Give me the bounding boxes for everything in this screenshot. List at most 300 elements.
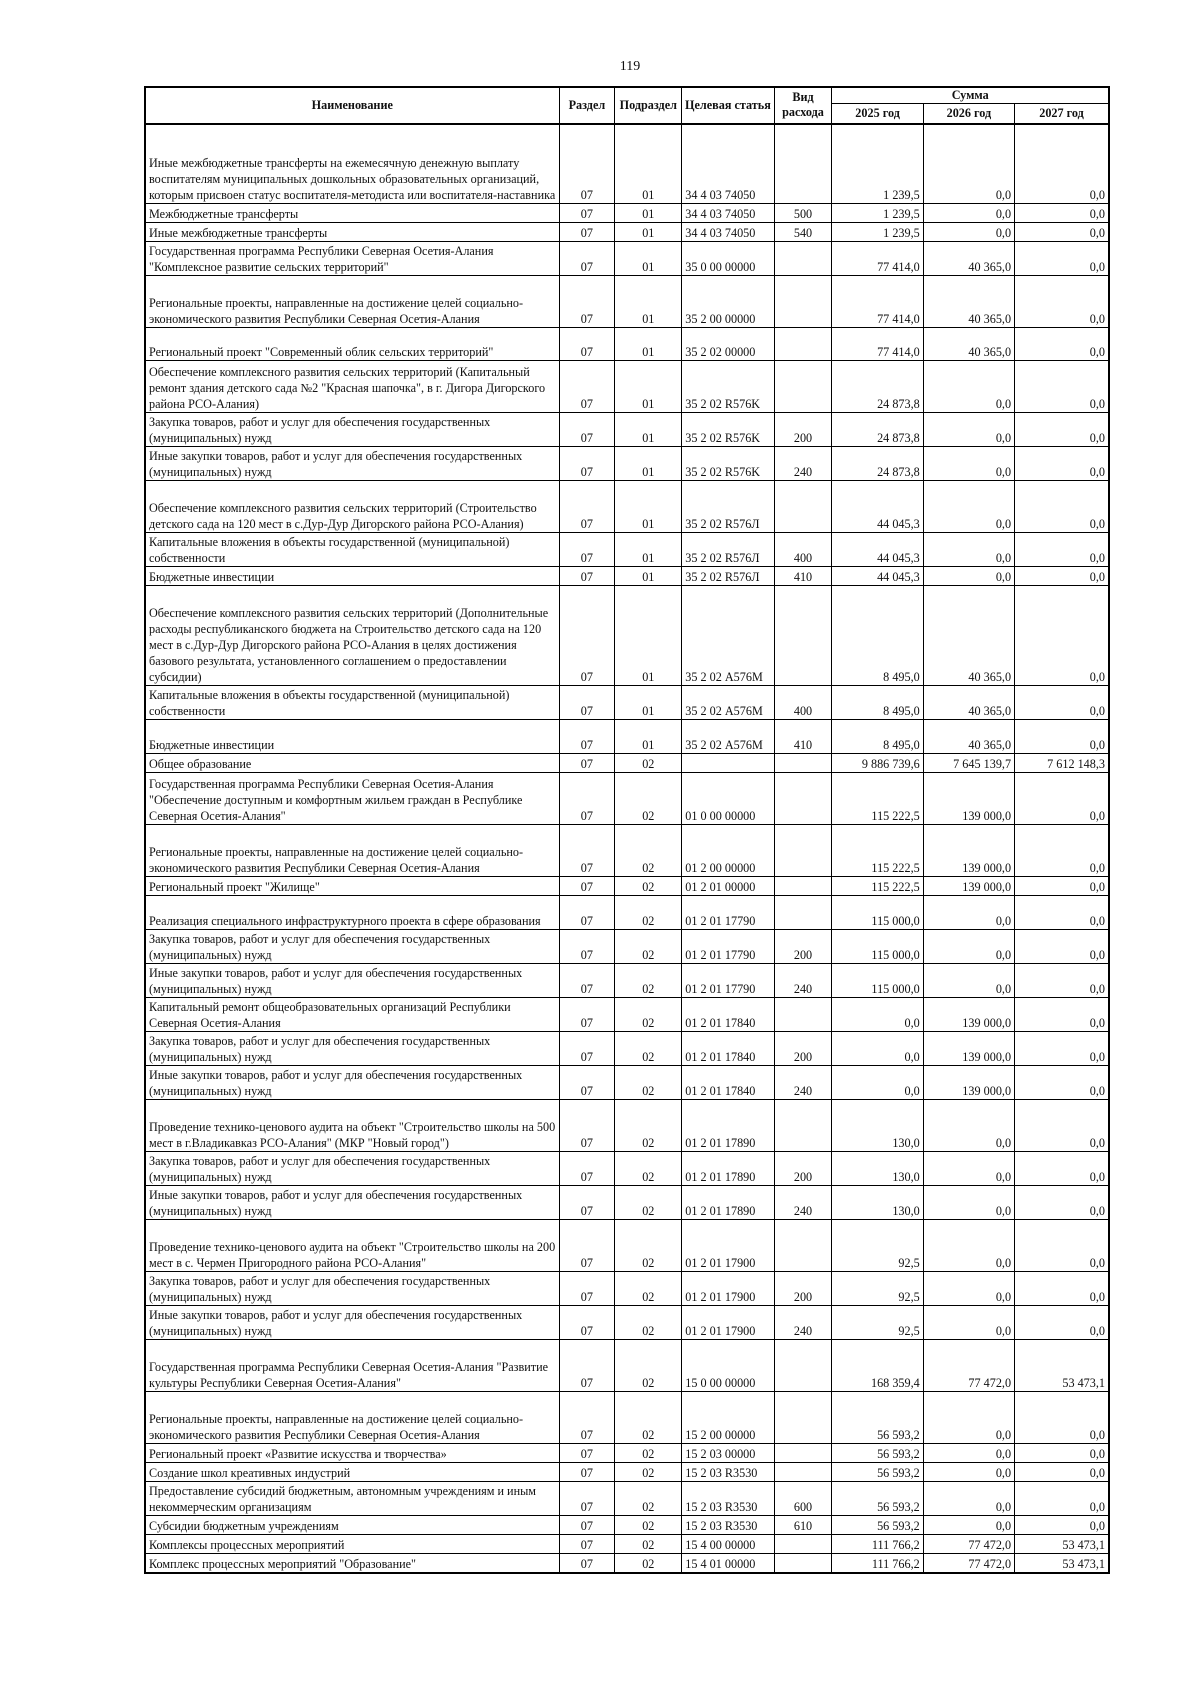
row-name: Закупка товаров, работ и услуг для обеспечения государственных (муниципальных) нужд (145, 1152, 559, 1186)
row-name: Капитальные вложения в объекты государственной (муниципальной) собственности (145, 686, 559, 720)
row-sum-2027: 0,0 (1015, 773, 1109, 825)
row-sum-2026: 0,0 (923, 1482, 1014, 1516)
table-body (145, 124, 1109, 1573)
table-row (145, 1482, 1109, 1516)
row-expense-type (774, 124, 832, 204)
row-expense-type (774, 586, 832, 686)
row-subsection: 02 (615, 1463, 682, 1482)
table-row (145, 533, 1109, 567)
row-section: 07 (559, 825, 615, 877)
row-name: Создание школ креативных индустрий (145, 1463, 559, 1482)
row-sum-2026: 139 000,0 (923, 773, 1014, 825)
row-sum-2025: 111 766,2 (832, 1554, 923, 1573)
header-name: Наименование (145, 87, 559, 124)
row-subsection: 02 (615, 1066, 682, 1100)
row-sum-2027: 0,0 (1015, 877, 1109, 896)
row-sum-2026: 0,0 (923, 1463, 1014, 1482)
row-subsection: 02 (615, 754, 682, 773)
row-subsection: 02 (615, 1032, 682, 1066)
row-sum-2025: 130,0 (832, 1100, 923, 1152)
row-sum-2026: 40 365,0 (923, 276, 1014, 328)
row-sum-2026: 0,0 (923, 1152, 1014, 1186)
row-subsection: 02 (615, 1535, 682, 1554)
row-sum-2025: 92,5 (832, 1306, 923, 1340)
row-sum-2026: 40 365,0 (923, 720, 1014, 754)
row-target-article: 15 2 03 R3530 (682, 1463, 774, 1482)
row-expense-type (774, 1220, 832, 1272)
row-expense-type: 240 (774, 1186, 832, 1220)
row-expense-type: 410 (774, 567, 832, 586)
row-sum-2026: 0,0 (923, 964, 1014, 998)
row-sum-2025: 8 495,0 (832, 686, 923, 720)
row-sum-2027: 0,0 (1015, 1482, 1109, 1516)
table-row (145, 1066, 1109, 1100)
table-row (145, 586, 1109, 686)
row-sum-2026: 0,0 (923, 1100, 1014, 1152)
row-subsection: 01 (615, 204, 682, 223)
row-sum-2025: 9 886 739,6 (832, 754, 923, 773)
row-subsection: 01 (615, 361, 682, 413)
row-subsection: 02 (615, 1482, 682, 1516)
row-sum-2026: 0,0 (923, 1516, 1014, 1535)
row-name: Региональные проекты, направленные на достижение целей социально-экономического развития Республики Северная Осетия-Алания (145, 825, 559, 877)
row-section: 07 (559, 1152, 615, 1186)
row-target-article: 01 2 01 17790 (682, 896, 774, 930)
row-subsection: 01 (615, 223, 682, 242)
row-sum-2025: 115 000,0 (832, 896, 923, 930)
row-subsection: 01 (615, 586, 682, 686)
row-target-article: 15 2 03 00000 (682, 1444, 774, 1463)
row-target-article: 01 2 01 17790 (682, 930, 774, 964)
row-target-article: 35 2 02 А576М (682, 586, 774, 686)
row-sum-2026: 139 000,0 (923, 1032, 1014, 1066)
row-sum-2026: 40 365,0 (923, 586, 1014, 686)
table-row (145, 1152, 1109, 1186)
row-sum-2025: 0,0 (832, 1066, 923, 1100)
row-expense-type (774, 481, 832, 533)
row-name: Капитальные вложения в объекты государственной (муниципальной) собственности (145, 533, 559, 567)
row-section: 07 (559, 1032, 615, 1066)
table-row (145, 877, 1109, 896)
row-name: Бюджетные инвестиции (145, 720, 559, 754)
header-year-2026: 2026 год (923, 104, 1014, 124)
row-name: Государственная программа Республики Северная Осетия-Алания "Развитие культуры Республики Северная Осетия-Алания" (145, 1340, 559, 1392)
table-row (145, 361, 1109, 413)
row-sum-2025: 24 873,8 (832, 361, 923, 413)
table-row (145, 223, 1109, 242)
table-row (145, 930, 1109, 964)
row-expense-type: 400 (774, 686, 832, 720)
row-sum-2025: 44 045,3 (832, 481, 923, 533)
row-name: Проведение технико-ценового аудита на объект "Строительство школы на 200 мест в с. Чермен Пригородного района РСО-Алания" (145, 1220, 559, 1272)
row-target-article: 35 2 02 R576Л (682, 567, 774, 586)
row-subsection: 02 (615, 1272, 682, 1306)
row-subsection: 02 (615, 964, 682, 998)
row-target-article: 01 2 01 17890 (682, 1152, 774, 1186)
row-sum-2025: 130,0 (832, 1186, 923, 1220)
row-sum-2025: 115 222,5 (832, 877, 923, 896)
row-sum-2027: 53 473,1 (1015, 1340, 1109, 1392)
row-expense-type: 400 (774, 533, 832, 567)
row-subsection: 01 (615, 276, 682, 328)
row-section: 07 (559, 686, 615, 720)
row-sum-2027: 0,0 (1015, 964, 1109, 998)
row-subsection: 02 (615, 1152, 682, 1186)
row-sum-2026: 40 365,0 (923, 242, 1014, 276)
row-target-article: 35 2 02 R576Л (682, 533, 774, 567)
row-sum-2025: 1 239,5 (832, 124, 923, 204)
row-subsection: 01 (615, 447, 682, 481)
row-sum-2025: 56 593,2 (832, 1482, 923, 1516)
row-sum-2026: 0,0 (923, 1444, 1014, 1463)
row-target-article: 01 2 01 17790 (682, 964, 774, 998)
row-expense-type: 200 (774, 1032, 832, 1066)
row-sum-2025: 56 593,2 (832, 1392, 923, 1444)
row-section: 07 (559, 361, 615, 413)
row-subsection: 02 (615, 1516, 682, 1535)
row-sum-2025: 168 359,4 (832, 1340, 923, 1392)
row-expense-type (774, 328, 832, 361)
row-subsection: 02 (615, 1220, 682, 1272)
row-section: 07 (559, 1444, 615, 1463)
row-expense-type: 240 (774, 1306, 832, 1340)
row-subsection: 02 (615, 930, 682, 964)
row-expense-type (774, 754, 832, 773)
table-row (145, 1186, 1109, 1220)
row-subsection: 02 (615, 877, 682, 896)
row-sum-2026: 40 365,0 (923, 328, 1014, 361)
table-row (145, 754, 1109, 773)
row-expense-type: 240 (774, 964, 832, 998)
row-section: 07 (559, 930, 615, 964)
row-section: 07 (559, 1535, 615, 1554)
row-sum-2027: 0,0 (1015, 204, 1109, 223)
table-row (145, 124, 1109, 204)
row-sum-2025: 77 414,0 (832, 276, 923, 328)
row-target-article: 34 4 03 74050 (682, 124, 774, 204)
row-sum-2027: 53 473,1 (1015, 1554, 1109, 1573)
table-row (145, 1392, 1109, 1444)
row-sum-2027: 0,0 (1015, 586, 1109, 686)
row-sum-2026: 77 472,0 (923, 1340, 1014, 1392)
row-subsection: 01 (615, 567, 682, 586)
row-sum-2027: 53 473,1 (1015, 1535, 1109, 1554)
row-section: 07 (559, 1066, 615, 1100)
table-row (145, 567, 1109, 586)
row-name: Предоставление субсидий бюджетным, автономным учреждениям и иным некоммерческим организациям (145, 1482, 559, 1516)
header-expense-type: Вид расхода (774, 87, 832, 124)
row-expense-type: 500 (774, 204, 832, 223)
row-section: 07 (559, 586, 615, 686)
row-subsection: 02 (615, 1554, 682, 1573)
header-year-2025: 2025 год (832, 104, 923, 124)
row-sum-2026: 0,0 (923, 1306, 1014, 1340)
row-section: 07 (559, 1272, 615, 1306)
row-expense-type: 410 (774, 720, 832, 754)
row-sum-2026: 0,0 (923, 204, 1014, 223)
row-sum-2025: 0,0 (832, 1032, 923, 1066)
table-row (145, 328, 1109, 361)
row-name: Комплекс процессных мероприятий "Образование" (145, 1554, 559, 1573)
row-expense-type: 200 (774, 413, 832, 447)
row-expense-type (774, 998, 832, 1032)
page-number: 119 (619, 59, 641, 74)
row-section: 07 (559, 964, 615, 998)
row-name: Бюджетные инвестиции (145, 567, 559, 586)
row-name: Межбюджетные трансферты (145, 204, 559, 223)
row-sum-2025: 56 593,2 (832, 1516, 923, 1535)
row-section: 07 (559, 242, 615, 276)
table-row (145, 1272, 1109, 1306)
table-row (145, 1100, 1109, 1152)
row-name: Обеспечение комплексного развития сельских территорий (Строительство детского сада на 120 мест в с.Дур-Дур Дигорского района РСО-Алания) (145, 481, 559, 533)
row-sum-2027: 0,0 (1015, 1444, 1109, 1463)
row-sum-2027: 0,0 (1015, 1272, 1109, 1306)
row-section: 07 (559, 1220, 615, 1272)
row-expense-type: 200 (774, 930, 832, 964)
row-subsection: 02 (615, 773, 682, 825)
row-expense-type (774, 242, 832, 276)
table-row (145, 1340, 1109, 1392)
header-target-article: Целевая статья (682, 87, 774, 124)
row-target-article: 01 2 01 00000 (682, 877, 774, 896)
row-section: 07 (559, 413, 615, 447)
row-sum-2026: 0,0 (923, 1186, 1014, 1220)
row-target-article: 34 4 03 74050 (682, 223, 774, 242)
row-name: Проведение технико-ценового аудита на объект "Строительство школы на 500 мест в г.Владикавказ РСО-Алания" (МКР "Новый город") (145, 1100, 559, 1152)
row-section: 07 (559, 204, 615, 223)
row-sum-2025: 115 000,0 (832, 964, 923, 998)
row-target-article: 15 4 00 00000 (682, 1535, 774, 1554)
row-sum-2026: 0,0 (923, 447, 1014, 481)
row-expense-type: 610 (774, 1516, 832, 1535)
row-sum-2025: 0,0 (832, 998, 923, 1032)
row-sum-2027: 0,0 (1015, 1066, 1109, 1100)
table-row (145, 773, 1109, 825)
row-target-article: 01 2 01 17890 (682, 1100, 774, 1152)
row-sum-2025: 115 222,5 (832, 825, 923, 877)
row-name: Региональные проекты, направленные на достижение целей социально-экономического развития Республики Северная Осетия-Алания (145, 1392, 559, 1444)
row-subsection: 01 (615, 328, 682, 361)
row-subsection: 02 (615, 825, 682, 877)
row-sum-2025: 44 045,3 (832, 567, 923, 586)
row-sum-2027: 0,0 (1015, 1306, 1109, 1340)
row-expense-type (774, 1392, 832, 1444)
row-sum-2026: 0,0 (923, 361, 1014, 413)
row-target-article: 01 2 01 17840 (682, 1066, 774, 1100)
row-name: Закупка товаров, работ и услуг для обеспечения государственных (муниципальных) нужд (145, 1272, 559, 1306)
table-row (145, 1535, 1109, 1554)
row-sum-2025: 44 045,3 (832, 533, 923, 567)
row-sum-2025: 1 239,5 (832, 223, 923, 242)
table-row (145, 204, 1109, 223)
row-target-article: 01 2 01 17840 (682, 1032, 774, 1066)
row-sum-2027: 0,0 (1015, 1100, 1109, 1152)
row-target-article: 01 2 01 17890 (682, 1186, 774, 1220)
row-target-article (682, 754, 774, 773)
row-name: Реализация специального инфраструктурного проекта в сфере образования (145, 896, 559, 930)
row-target-article: 01 0 00 00000 (682, 773, 774, 825)
row-name: Иные закупки товаров, работ и услуг для обеспечения государственных (муниципальных) нужд (145, 1066, 559, 1100)
row-target-article: 01 2 01 17840 (682, 998, 774, 1032)
table-row (145, 413, 1109, 447)
row-name: Иные закупки товаров, работ и услуг для обеспечения государственных (муниципальных) нужд (145, 1186, 559, 1220)
row-sum-2025: 77 414,0 (832, 328, 923, 361)
row-sum-2027: 0,0 (1015, 825, 1109, 877)
row-sum-2026: 0,0 (923, 413, 1014, 447)
row-sum-2025: 56 593,2 (832, 1444, 923, 1463)
row-sum-2027: 0,0 (1015, 242, 1109, 276)
row-sum-2026: 40 365,0 (923, 686, 1014, 720)
row-sum-2025: 56 593,2 (832, 1463, 923, 1482)
row-target-article: 35 2 02 А576М (682, 686, 774, 720)
row-section: 07 (559, 1482, 615, 1516)
row-target-article: 15 2 03 R3530 (682, 1482, 774, 1516)
row-sum-2027: 0,0 (1015, 328, 1109, 361)
row-sum-2026: 0,0 (923, 1272, 1014, 1306)
table-row (145, 964, 1109, 998)
row-sum-2025: 24 873,8 (832, 447, 923, 481)
row-expense-type (774, 1535, 832, 1554)
table-row (145, 896, 1109, 930)
table-row (145, 1554, 1109, 1573)
row-section: 07 (559, 1554, 615, 1573)
row-target-article: 01 2 01 17900 (682, 1306, 774, 1340)
row-section: 07 (559, 533, 615, 567)
row-subsection: 02 (615, 1100, 682, 1152)
table-row (145, 686, 1109, 720)
row-sum-2025: 8 495,0 (832, 586, 923, 686)
row-subsection: 02 (615, 1392, 682, 1444)
row-name: Иные закупки товаров, работ и услуг для обеспечения государственных (муниципальных) нужд (145, 964, 559, 998)
row-sum-2027: 0,0 (1015, 1392, 1109, 1444)
row-sum-2026: 139 000,0 (923, 877, 1014, 896)
row-target-article: 01 2 00 00000 (682, 825, 774, 877)
row-sum-2026: 139 000,0 (923, 825, 1014, 877)
row-section: 07 (559, 720, 615, 754)
row-target-article: 15 2 03 R3530 (682, 1516, 774, 1535)
table-row (145, 825, 1109, 877)
row-name: Региональные проекты, направленные на достижение целей социально-экономического развития Республики Северная Осетия-Алания (145, 276, 559, 328)
row-expense-type: 540 (774, 223, 832, 242)
row-section: 07 (559, 567, 615, 586)
row-sum-2027: 0,0 (1015, 567, 1109, 586)
row-sum-2025: 77 414,0 (832, 242, 923, 276)
row-target-article: 01 2 01 17900 (682, 1220, 774, 1272)
row-subsection: 02 (615, 1306, 682, 1340)
row-name: Региональный проект "Современный облик сельских территорий" (145, 328, 559, 361)
row-name: Закупка товаров, работ и услуг для обеспечения государственных (муниципальных) нужд (145, 930, 559, 964)
header-year-2027: 2027 год (1015, 104, 1109, 124)
table-row (145, 481, 1109, 533)
row-target-article: 15 0 00 00000 (682, 1340, 774, 1392)
table-row (145, 1220, 1109, 1272)
row-section: 07 (559, 1463, 615, 1482)
row-sum-2027: 0,0 (1015, 1463, 1109, 1482)
row-expense-type (774, 1340, 832, 1392)
row-section: 07 (559, 1186, 615, 1220)
row-sum-2025: 115 222,5 (832, 773, 923, 825)
row-expense-type (774, 1444, 832, 1463)
row-section: 07 (559, 276, 615, 328)
row-sum-2027: 0,0 (1015, 686, 1109, 720)
row-section: 07 (559, 1392, 615, 1444)
row-sum-2026: 0,0 (923, 1220, 1014, 1272)
row-section: 07 (559, 481, 615, 533)
header-subsection: Подраздел (615, 87, 682, 124)
row-sum-2027: 0,0 (1015, 930, 1109, 964)
row-target-article: 15 2 00 00000 (682, 1392, 774, 1444)
row-subsection: 01 (615, 720, 682, 754)
row-sum-2025: 92,5 (832, 1272, 923, 1306)
table-row (145, 1032, 1109, 1066)
row-subsection: 01 (615, 481, 682, 533)
row-section: 07 (559, 223, 615, 242)
table-row (145, 447, 1109, 481)
row-sum-2027: 0,0 (1015, 124, 1109, 204)
row-expense-type (774, 825, 832, 877)
row-target-article: 35 2 02 R576Л (682, 481, 774, 533)
row-section: 07 (559, 1100, 615, 1152)
row-sum-2027: 0,0 (1015, 223, 1109, 242)
row-sum-2026: 0,0 (923, 567, 1014, 586)
budget-table (144, 86, 1110, 1574)
row-name: Обеспечение комплексного развития сельских территорий (Капитальный ремонт здания детского сада №2 "Красная шапочка", в г. Дигора Дигорского района РСО-Алания) (145, 361, 559, 413)
table-row (145, 1516, 1109, 1535)
row-name: Закупка товаров, работ и услуг для обеспечения государственных (муниципальных) нужд (145, 1032, 559, 1066)
row-sum-2026: 0,0 (923, 930, 1014, 964)
row-expense-type (774, 896, 832, 930)
row-target-article: 34 4 03 74050 (682, 204, 774, 223)
row-sum-2025: 115 000,0 (832, 930, 923, 964)
table-header (145, 87, 1109, 124)
row-name: Субсидии бюджетным учреждениям (145, 1516, 559, 1535)
row-subsection: 01 (615, 533, 682, 567)
row-section: 07 (559, 896, 615, 930)
row-target-article: 01 2 01 17900 (682, 1272, 774, 1306)
row-name: Иные закупки товаров, работ и услуг для обеспечения государственных (муниципальных) нужд (145, 447, 559, 481)
table-row (145, 1306, 1109, 1340)
row-name: Иные межбюджетные трансферты (145, 223, 559, 242)
row-sum-2026: 139 000,0 (923, 1066, 1014, 1100)
row-expense-type (774, 1100, 832, 1152)
header-section: Раздел (559, 87, 615, 124)
row-section: 07 (559, 877, 615, 896)
row-subsection: 02 (615, 1186, 682, 1220)
row-sum-2026: 77 472,0 (923, 1554, 1014, 1573)
row-name: Закупка товаров, работ и услуг для обеспечения государственных (муниципальных) нужд (145, 413, 559, 447)
row-name: Иные межбюджетные трансферты на ежемесячную денежную выплату воспитателям муниципальных дошкольных образовательных организаций, которым присвоен статус воспитателя-методиста или воспитателя-наставника (145, 124, 559, 204)
row-sum-2026: 7 645 139,7 (923, 754, 1014, 773)
row-target-article: 35 2 02 00000 (682, 328, 774, 361)
row-sum-2026: 139 000,0 (923, 998, 1014, 1032)
row-section: 07 (559, 773, 615, 825)
row-sum-2027: 0,0 (1015, 413, 1109, 447)
row-section: 07 (559, 1306, 615, 1340)
row-sum-2027: 0,0 (1015, 998, 1109, 1032)
row-sum-2027: 0,0 (1015, 361, 1109, 413)
row-sum-2026: 77 472,0 (923, 1535, 1014, 1554)
row-target-article: 35 2 02 R576K (682, 447, 774, 481)
row-sum-2027: 0,0 (1015, 1152, 1109, 1186)
row-subsection: 02 (615, 1444, 682, 1463)
row-name: Иные закупки товаров, работ и услуг для обеспечения государственных (муниципальных) нужд (145, 1306, 559, 1340)
row-section: 07 (559, 1516, 615, 1535)
row-sum-2027: 0,0 (1015, 720, 1109, 754)
row-subsection: 01 (615, 686, 682, 720)
row-expense-type: 240 (774, 447, 832, 481)
row-sum-2026: 0,0 (923, 533, 1014, 567)
